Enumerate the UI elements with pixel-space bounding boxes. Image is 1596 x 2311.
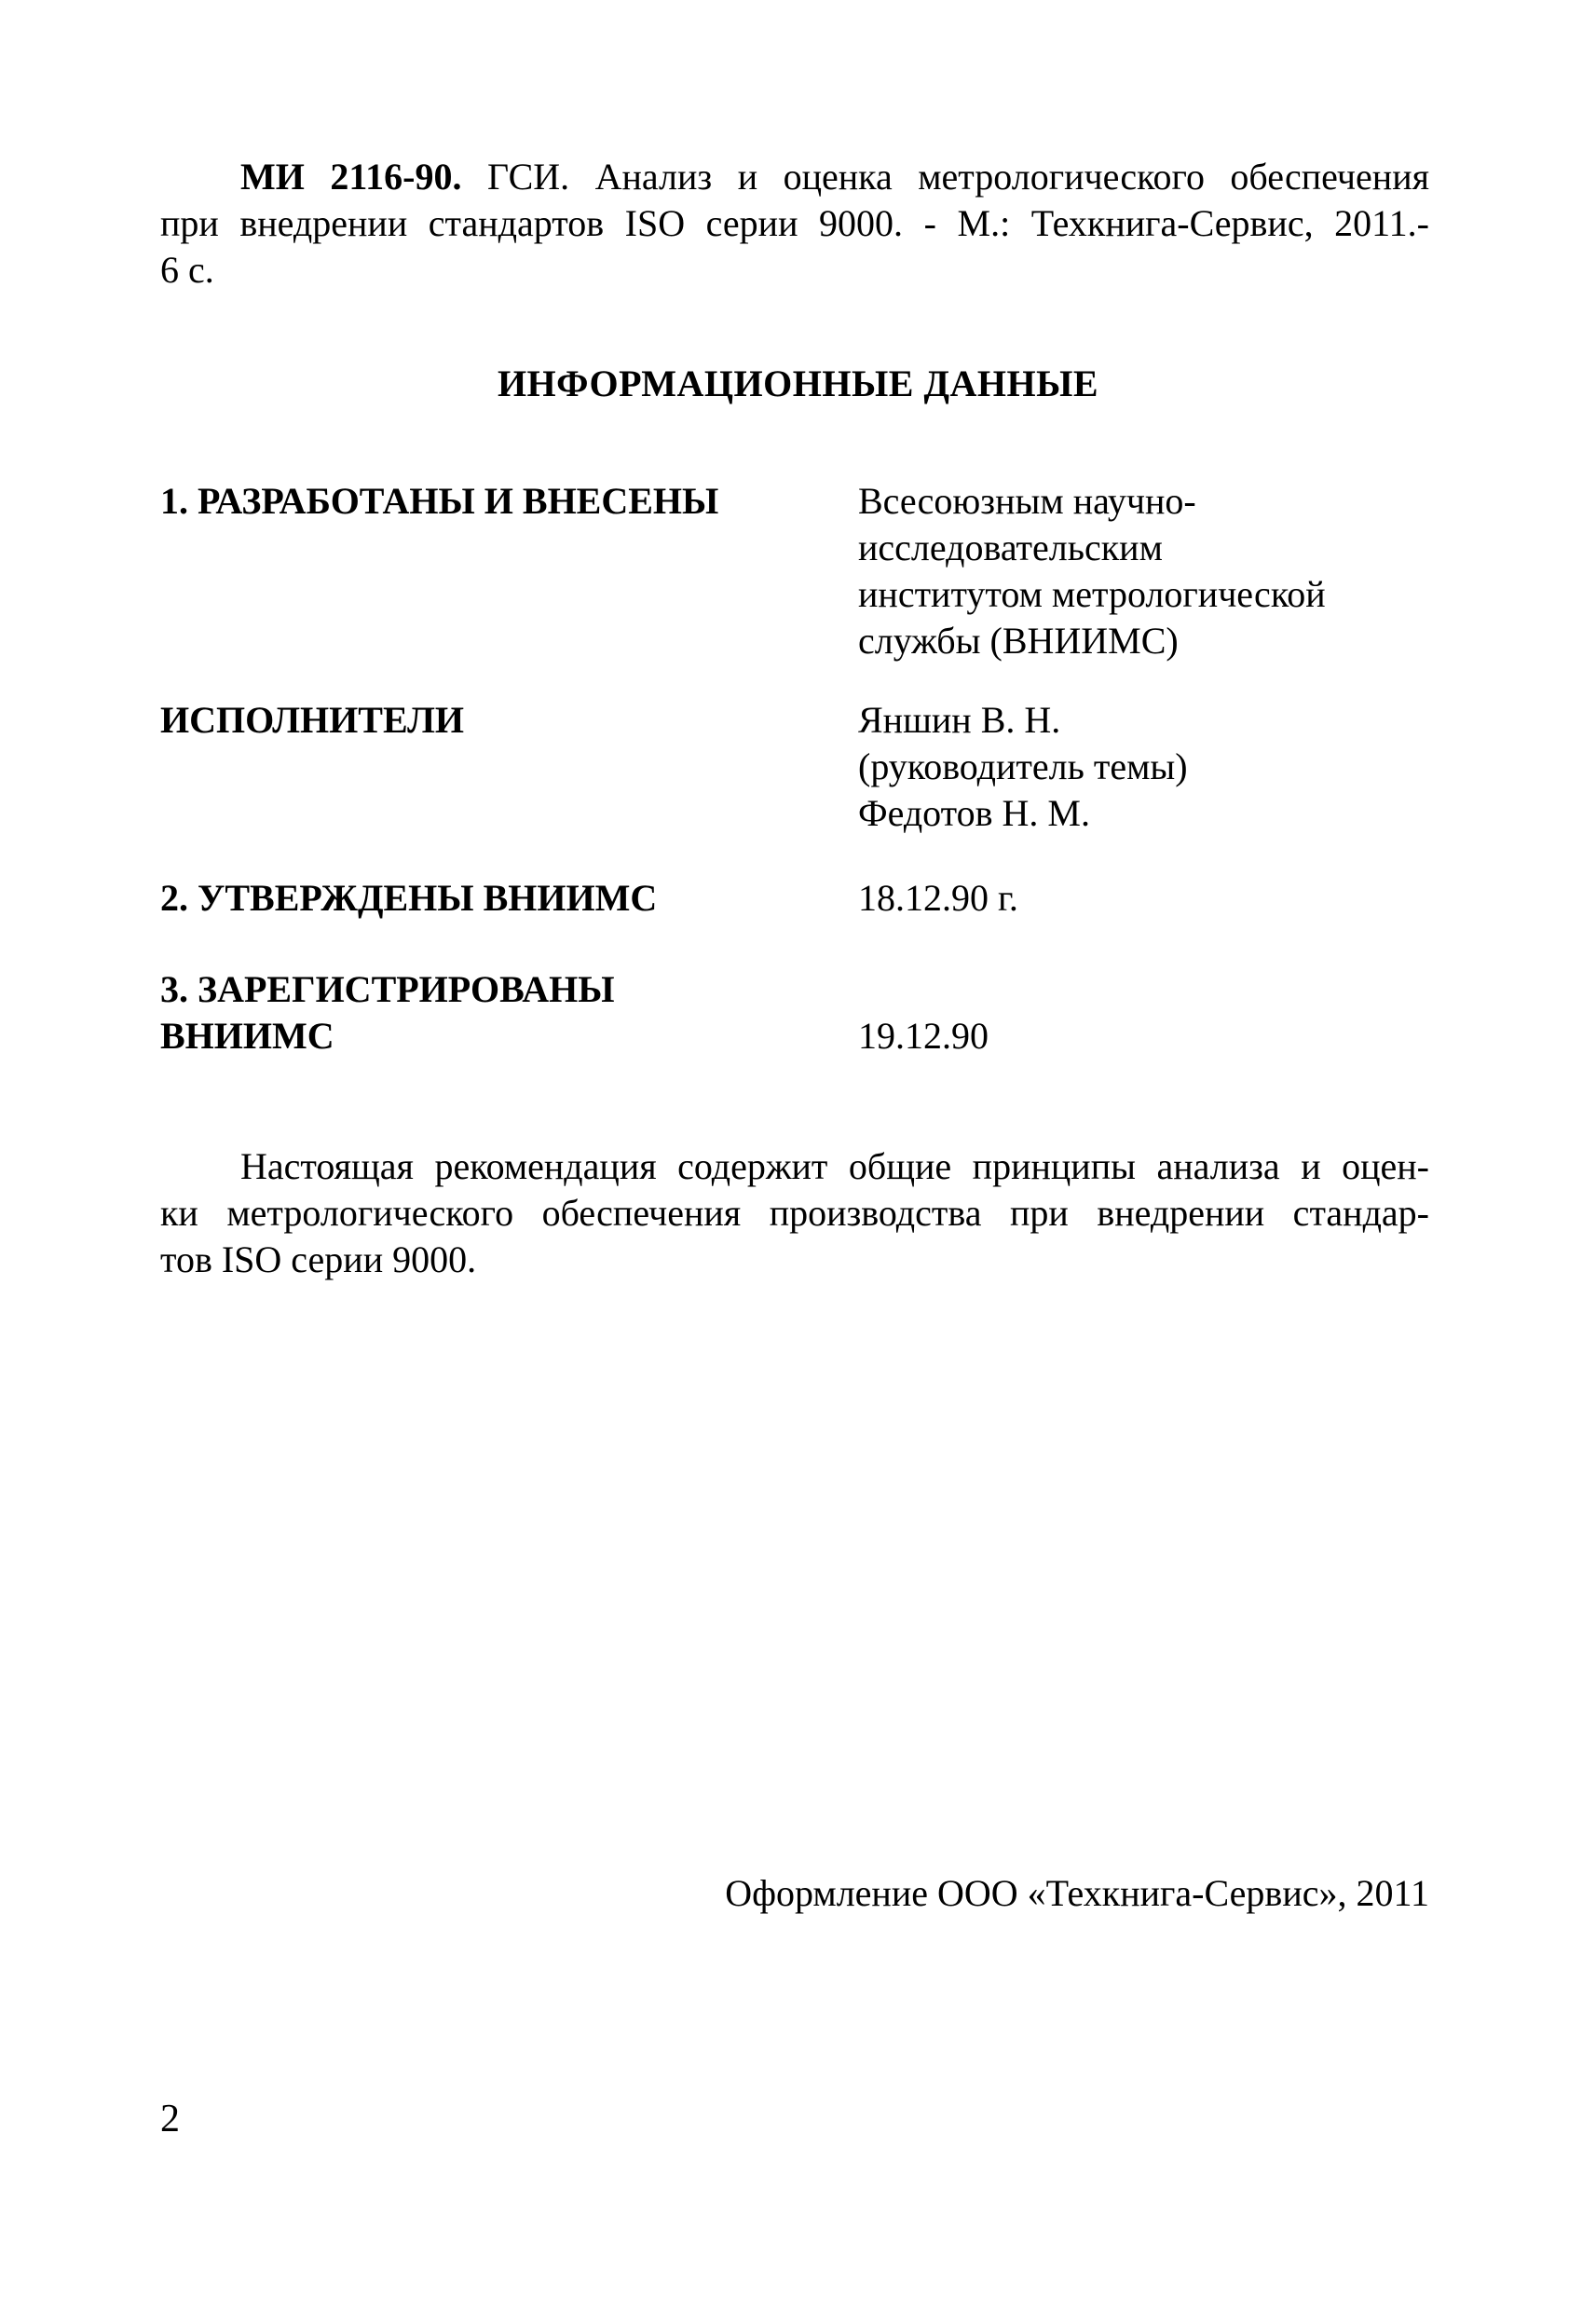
developed-value-line: службы (ВНИИМС) [858, 620, 1179, 662]
developed-value [858, 478, 1436, 664]
document-code: МИ 2116-90. [240, 156, 462, 198]
design-credit: Оформление ООО «Техкнига-Сервис», 2011 [725, 1872, 1429, 1914]
performers-value-line: Яншин В. Н. [858, 699, 1061, 741]
performers-value-line: Федотов Н. М. [858, 792, 1090, 834]
developed-value-line: институтом метрологической [858, 573, 1326, 615]
summary-line: Настоящая рекомендация содержит общие принципы анализа и оцен- [240, 1145, 1429, 1187]
registered-value: 19.12.90 [858, 1015, 989, 1057]
performers-value-line: (руководитель темы) [858, 745, 1188, 787]
page-number: 2 [160, 2098, 180, 2140]
biblio-line-1-text: ГСИ. Анализ и оценка метрологического обеспечения [461, 156, 1430, 198]
performers-value [858, 697, 1436, 837]
approved-value: 18.12.90 г. [858, 877, 1018, 919]
biblio-line-2: при внедрении стандартов ISO серии 9000. - М.: Техкнига-Сервис, 2011.- [160, 202, 1429, 244]
biblio-line-3: 6 с. [160, 249, 214, 291]
summary-line: ки метрологического обеспечения производства при внедрении стандар- [160, 1192, 1429, 1234]
info-section-title: ИНФОРМАЦИОННЫЕ ДАННЫЕ [497, 362, 1099, 404]
approved-label: 2. УТВЕРЖДЕНЫ ВНИИМС [160, 877, 658, 919]
bibliographic-reference [160, 154, 1429, 294]
summary-line: тов ISO серии 9000. [160, 1238, 477, 1280]
developed-label: 1. РАЗРАБОТАНЫ И ВНЕСЕНЫ [160, 480, 719, 522]
performers-label: ИСПОЛНИТЕЛИ [160, 699, 465, 741]
registered-label-line: 3. ЗАРЕГИСТРИРОВАНЫ [160, 968, 615, 1010]
developed-value-line: исследовательским [858, 526, 1163, 568]
registered-label [160, 966, 831, 1060]
registered-label-line: ВНИИМС [160, 1015, 334, 1057]
developed-value-line: Всесоюзным научно- [858, 480, 1196, 522]
summary-paragraph [160, 1143, 1429, 1283]
biblio-line-1 [160, 154, 1429, 200]
